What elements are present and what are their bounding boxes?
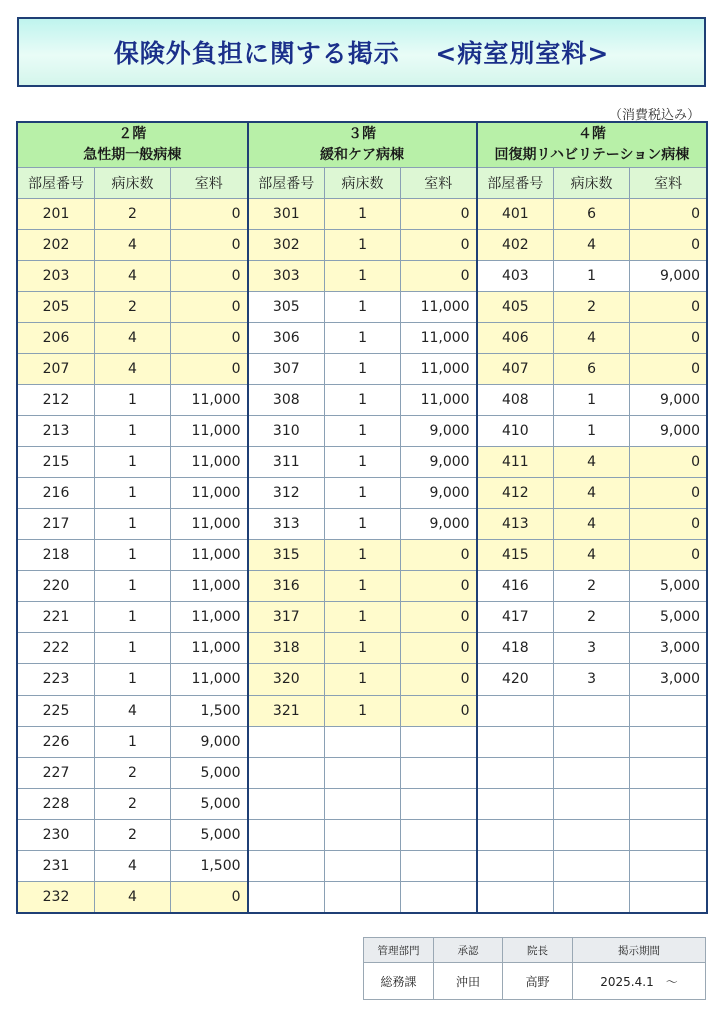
room-number: 216 (18, 478, 95, 509)
room-fee: 0 (630, 447, 707, 478)
room-fee: 0 (630, 323, 707, 354)
table-row (18, 695, 707, 726)
empty-cell (401, 881, 477, 912)
room-number: 223 (18, 664, 95, 695)
room-fee: 9,000 (630, 416, 707, 447)
empty-cell (325, 757, 401, 788)
room-fee: 0 (401, 261, 477, 292)
empty-cell (248, 819, 325, 850)
approval-value-row (364, 963, 706, 1000)
empty-cell (630, 757, 707, 788)
room-fee: 11,000 (171, 664, 248, 695)
tax-note: （消費税込み） (608, 108, 700, 123)
room-fee: 0 (401, 199, 477, 230)
col-room-number: 部屋番号 (18, 168, 95, 199)
table-row (18, 354, 707, 385)
room-number: 313 (248, 509, 325, 540)
empty-cell (325, 881, 401, 912)
bed-count: 1 (95, 726, 171, 757)
room-fee: 11,000 (401, 292, 477, 323)
room-fee: 11,000 (401, 385, 477, 416)
bed-count: 1 (325, 354, 401, 385)
approval-header: 承認 (434, 938, 503, 963)
room-number: 418 (477, 633, 554, 664)
empty-cell (401, 788, 477, 819)
room-fee: 5,000 (630, 571, 707, 602)
room-fee: 9,000 (401, 447, 477, 478)
bed-count: 1 (554, 385, 630, 416)
room-fee: 5,000 (171, 788, 248, 819)
room-fee: 0 (630, 540, 707, 571)
room-number: 401 (477, 199, 554, 230)
empty-cell (554, 788, 630, 819)
bed-count: 1 (95, 385, 171, 416)
room-fee: 5,000 (630, 602, 707, 633)
room-fee: 0 (401, 540, 477, 571)
table-row (18, 757, 707, 788)
room-fee: 0 (401, 602, 477, 633)
bed-count: 4 (95, 881, 171, 912)
bed-count: 4 (554, 509, 630, 540)
room-fee: 9,000 (630, 261, 707, 292)
room-number: 220 (18, 571, 95, 602)
room-fee: 11,000 (171, 602, 248, 633)
bed-count: 1 (325, 695, 401, 726)
room-number: 415 (477, 540, 554, 571)
col-room-number: 部屋番号 (248, 168, 325, 199)
empty-cell (248, 850, 325, 881)
bed-count: 1 (325, 602, 401, 633)
bed-count: 1 (95, 478, 171, 509)
table-row (18, 788, 707, 819)
room-number: 412 (477, 478, 554, 509)
room-number: 225 (18, 695, 95, 726)
bed-count: 1 (95, 509, 171, 540)
room-fee: 0 (630, 509, 707, 540)
ward-header-row (18, 123, 707, 168)
room-number: 321 (248, 695, 325, 726)
empty-cell (554, 819, 630, 850)
ward-header-2f (18, 123, 248, 168)
table-row (18, 602, 707, 633)
bed-count: 1 (95, 416, 171, 447)
room-number: 205 (18, 292, 95, 323)
empty-cell (401, 850, 477, 881)
empty-cell (554, 726, 630, 757)
room-fee: 11,000 (171, 416, 248, 447)
approval-approver: 沖田 (434, 963, 503, 1000)
empty-cell (630, 881, 707, 912)
room-number: 417 (477, 602, 554, 633)
bed-count: 1 (325, 478, 401, 509)
bed-count: 1 (325, 230, 401, 261)
room-number: 413 (477, 509, 554, 540)
room-fee: 0 (401, 571, 477, 602)
empty-cell (248, 726, 325, 757)
bed-count: 1 (325, 509, 401, 540)
page-title: 保険外負担に関する掲示 <病室別室料> (113, 39, 610, 68)
bed-count: 1 (95, 540, 171, 571)
room-number: 221 (18, 602, 95, 633)
ward-header-4f (477, 123, 707, 168)
bed-count: 1 (95, 633, 171, 664)
table-row (18, 819, 707, 850)
room-number: 302 (248, 230, 325, 261)
col-room-number: 部屋番号 (477, 168, 554, 199)
room-number: 231 (18, 850, 95, 881)
room-fee: 3,000 (630, 633, 707, 664)
empty-cell (630, 726, 707, 757)
room-fee: 9,000 (630, 385, 707, 416)
room-fee: 11,000 (171, 447, 248, 478)
table-row (18, 323, 707, 354)
room-fee: 11,000 (171, 509, 248, 540)
bed-count: 1 (95, 664, 171, 695)
bed-count: 1 (325, 261, 401, 292)
room-fee: 11,000 (171, 540, 248, 571)
room-number: 213 (18, 416, 95, 447)
room-number: 202 (18, 230, 95, 261)
bed-count: 1 (325, 540, 401, 571)
column-header-row (18, 168, 707, 199)
room-fee: 9,000 (171, 726, 248, 757)
table-row (18, 292, 707, 323)
bed-count: 3 (554, 633, 630, 664)
approval-header: 管理部門 (364, 938, 434, 963)
bed-count: 1 (95, 571, 171, 602)
room-fee: 0 (171, 261, 248, 292)
bed-count: 4 (95, 695, 171, 726)
room-fee: 11,000 (171, 571, 248, 602)
title-banner (17, 17, 706, 87)
room-number: 408 (477, 385, 554, 416)
room-number: 305 (248, 292, 325, 323)
room-table-body (18, 199, 707, 913)
room-fee-table (17, 122, 707, 913)
empty-cell (630, 819, 707, 850)
room-number: 402 (477, 230, 554, 261)
room-number: 308 (248, 385, 325, 416)
room-number: 227 (18, 757, 95, 788)
table-row (18, 571, 707, 602)
empty-cell (554, 881, 630, 912)
bed-count: 1 (325, 447, 401, 478)
table-row (18, 509, 707, 540)
room-fee: 0 (171, 323, 248, 354)
room-number: 416 (477, 571, 554, 602)
ward-floor: ３階 (348, 126, 377, 142)
room-fee: 0 (401, 230, 477, 261)
approval-header: 掲示期間 (573, 938, 706, 963)
room-fee: 3,000 (630, 664, 707, 695)
bed-count: 2 (95, 292, 171, 323)
room-fee: 0 (171, 230, 248, 261)
col-bed-count: 病床数 (95, 168, 171, 199)
ward-name: 回復期リハビリテーション病棟 (494, 147, 690, 163)
table-row (18, 664, 707, 695)
room-number: 307 (248, 354, 325, 385)
bed-count: 4 (95, 230, 171, 261)
room-number: 206 (18, 323, 95, 354)
room-fee: 1,500 (171, 695, 248, 726)
table-row (18, 540, 707, 571)
bed-count: 3 (554, 664, 630, 695)
bed-count: 2 (95, 199, 171, 230)
col-room-fee: 室料 (401, 168, 477, 199)
table-row (18, 261, 707, 292)
bed-count: 1 (325, 664, 401, 695)
room-fee: 0 (630, 292, 707, 323)
ward-header-3f (248, 123, 477, 168)
bed-count: 1 (95, 602, 171, 633)
col-bed-count: 病床数 (325, 168, 401, 199)
room-fee: 11,000 (401, 354, 477, 385)
bed-count: 2 (95, 819, 171, 850)
empty-cell (477, 788, 554, 819)
room-fee: 0 (401, 695, 477, 726)
room-number: 312 (248, 478, 325, 509)
bed-count: 1 (325, 323, 401, 354)
room-number: 303 (248, 261, 325, 292)
approval-header-row (364, 938, 706, 963)
room-fee: 0 (401, 633, 477, 664)
room-number: 406 (477, 323, 554, 354)
table-row (18, 447, 707, 478)
room-fee: 0 (171, 199, 248, 230)
bed-count: 2 (95, 757, 171, 788)
room-number: 407 (477, 354, 554, 385)
room-number: 218 (18, 540, 95, 571)
approval-director: 高野 (503, 963, 573, 1000)
bed-count: 2 (95, 788, 171, 819)
bed-count: 1 (325, 292, 401, 323)
room-fee: 0 (630, 230, 707, 261)
ward-floor: ４階 (577, 126, 606, 142)
empty-cell (248, 881, 325, 912)
empty-cell (477, 881, 554, 912)
bed-count: 2 (554, 292, 630, 323)
room-number: 316 (248, 571, 325, 602)
room-fee: 11,000 (171, 478, 248, 509)
col-room-fee: 室料 (171, 168, 248, 199)
empty-cell (477, 757, 554, 788)
empty-cell (630, 788, 707, 819)
empty-cell (554, 757, 630, 788)
col-bed-count: 病床数 (554, 168, 630, 199)
empty-cell (401, 726, 477, 757)
table-row (18, 726, 707, 757)
empty-cell (554, 695, 630, 726)
bed-count: 1 (325, 633, 401, 664)
empty-cell (248, 757, 325, 788)
bed-count: 1 (95, 447, 171, 478)
room-fee: 0 (171, 354, 248, 385)
col-room-fee: 室料 (630, 168, 707, 199)
room-fee: 9,000 (401, 416, 477, 447)
bed-count: 4 (554, 447, 630, 478)
empty-cell (325, 819, 401, 850)
empty-cell (325, 788, 401, 819)
room-number: 315 (248, 540, 325, 571)
room-fee: 0 (630, 478, 707, 509)
ward-floor: ２階 (118, 126, 147, 142)
table-row (18, 478, 707, 509)
room-number: 203 (18, 261, 95, 292)
room-fee: 1,500 (171, 850, 248, 881)
table-row (18, 385, 707, 416)
empty-cell (401, 757, 477, 788)
room-number: 310 (248, 416, 325, 447)
room-number: 420 (477, 664, 554, 695)
table-row (18, 199, 707, 230)
room-fee: 9,000 (401, 478, 477, 509)
bed-count: 4 (95, 354, 171, 385)
empty-cell (630, 850, 707, 881)
empty-cell (325, 726, 401, 757)
bed-count: 1 (325, 571, 401, 602)
table-row (18, 850, 707, 881)
table-row (18, 416, 707, 447)
bed-count: 1 (554, 416, 630, 447)
table-row (18, 230, 707, 261)
room-number: 207 (18, 354, 95, 385)
room-fee: 0 (171, 881, 248, 912)
approval-header: 院長 (503, 938, 573, 963)
room-number: 320 (248, 664, 325, 695)
table-row (18, 633, 707, 664)
bed-count: 4 (554, 478, 630, 509)
bed-count: 4 (554, 323, 630, 354)
ward-name: 緩和ケア病棟 (320, 147, 405, 163)
empty-cell (248, 788, 325, 819)
room-fee: 9,000 (401, 509, 477, 540)
room-fee: 5,000 (171, 819, 248, 850)
room-fee: 0 (630, 199, 707, 230)
room-number: 306 (248, 323, 325, 354)
room-number: 217 (18, 509, 95, 540)
room-number: 405 (477, 292, 554, 323)
bed-count: 1 (325, 199, 401, 230)
empty-cell (325, 850, 401, 881)
room-number: 317 (248, 602, 325, 633)
approval-period: 2025.4.1 ～ (573, 963, 706, 1000)
bed-count: 2 (554, 602, 630, 633)
room-number: 411 (477, 447, 554, 478)
room-number: 232 (18, 881, 95, 912)
room-fee: 5,000 (171, 757, 248, 788)
bed-count: 1 (325, 416, 401, 447)
empty-cell (554, 850, 630, 881)
bed-count: 1 (325, 385, 401, 416)
bed-count: 2 (554, 571, 630, 602)
room-fee: 0 (171, 292, 248, 323)
bed-count: 1 (554, 261, 630, 292)
room-number: 215 (18, 447, 95, 478)
room-number: 201 (18, 199, 95, 230)
empty-cell (477, 819, 554, 850)
room-fee: 0 (630, 354, 707, 385)
room-number: 311 (248, 447, 325, 478)
room-number: 403 (477, 261, 554, 292)
room-number: 410 (477, 416, 554, 447)
room-number: 222 (18, 633, 95, 664)
empty-cell (401, 819, 477, 850)
room-fee: 0 (401, 664, 477, 695)
bed-count: 6 (554, 199, 630, 230)
bed-count: 6 (554, 354, 630, 385)
room-fee: 11,000 (171, 385, 248, 416)
bed-count: 4 (95, 323, 171, 354)
room-number: 212 (18, 385, 95, 416)
room-number: 226 (18, 726, 95, 757)
empty-cell (477, 850, 554, 881)
empty-cell (477, 695, 554, 726)
empty-cell (477, 726, 554, 757)
room-number: 318 (248, 633, 325, 664)
bed-count: 4 (95, 850, 171, 881)
room-number: 301 (248, 199, 325, 230)
approval-department: 総務課 (364, 963, 434, 1000)
ward-name: 急性期一般病棟 (83, 147, 182, 163)
empty-cell (630, 695, 707, 726)
approval-table (363, 937, 706, 1000)
bed-count: 4 (95, 261, 171, 292)
room-fee: 11,000 (171, 633, 248, 664)
table-row (18, 881, 707, 912)
room-fee: 11,000 (401, 323, 477, 354)
room-number: 228 (18, 788, 95, 819)
bed-count: 4 (554, 540, 630, 571)
bed-count: 4 (554, 230, 630, 261)
room-number: 230 (18, 819, 95, 850)
